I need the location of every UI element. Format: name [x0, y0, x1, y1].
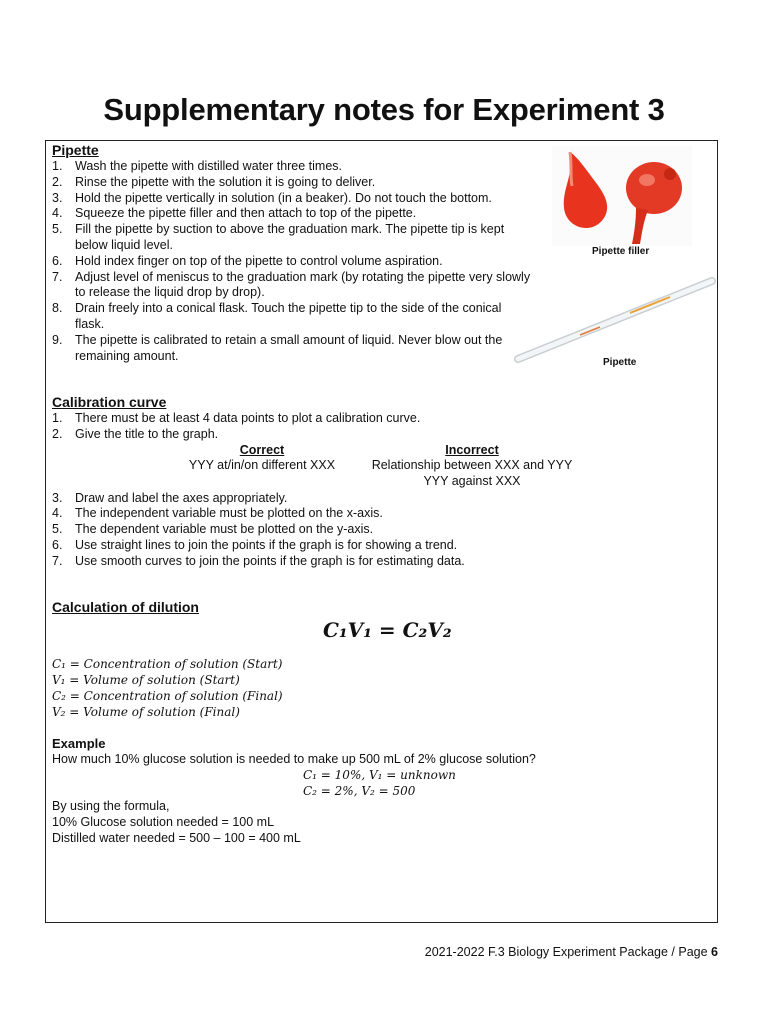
list-item: 3. Draw and label the axes appropriately.	[52, 490, 288, 505]
dilution-section	[52, 599, 199, 616]
pipette-filler-image	[552, 146, 692, 246]
calibration-steps-b	[52, 491, 692, 570]
example-heading: Example	[52, 736, 106, 751]
pipette-steps	[52, 159, 532, 364]
list-item: 6. Use straight lines to join the points if the graph is for showing a trend.	[52, 537, 458, 552]
variable-definitions	[52, 656, 283, 720]
example-eq-2: C₂ = 2%, V₂ = 500	[303, 784, 416, 798]
answer-line: 10% Glucose solution needed = 100 mL	[52, 814, 275, 829]
filler-caption: Pipette filler	[592, 246, 650, 257]
list-item: 3. Hold the pipette vertically in solution (in a beaker). Do not touch the bottom.	[52, 190, 492, 205]
calibration-steps-a	[52, 411, 692, 443]
list-item: 4. The independent variable must be plotted on the x-axis.	[52, 506, 383, 521]
pipette-caption: Pipette	[603, 357, 637, 368]
list-item: 7. Use smooth curves to join the points if the graph is for estimating data.	[52, 553, 465, 568]
list-item: 4. Squeeze the pipette filler and then attach to top of the pipette.	[52, 206, 417, 221]
list-item: 5. The dependent variable must be plotted on the y-axis.	[52, 522, 374, 537]
example-section	[52, 736, 692, 768]
pipette-heading: Pipette	[52, 142, 99, 158]
list-item: 2. Give the title to the graph.	[52, 426, 219, 441]
example-question: How much 10% glucose solution is needed to make up 500 mL of 2% glucose solution?	[52, 752, 536, 766]
pipette-section	[52, 142, 532, 364]
pipette-image	[510, 275, 720, 365]
def-c1: C₁ = Concentration of solution (Start)	[52, 657, 283, 671]
page-title: Supplementary notes for Experiment 3	[103, 92, 665, 127]
def-v1: V₁ = Volume of solution (Start)	[52, 673, 240, 687]
def-c2: C₂ = Concentration of solution (Final)	[52, 689, 283, 703]
answer-line: Distilled water needed = 500 – 100 = 400 mL	[52, 830, 301, 845]
list-item: 1. There must be at least 4 data points to plot a calibration curve.	[52, 411, 421, 425]
def-v2: V₂ = Volume of solution (Final)	[52, 705, 240, 719]
correct-heading: Correct	[239, 442, 285, 457]
footer-text: 2021-2022 F.3 Biology Experiment Package / Page	[424, 945, 712, 959]
list-item: 7. Adjust level of meniscus to the graduation mark (by rotating the pipette very slowly to release the liquid drop by drop).	[52, 269, 531, 300]
incorrect-heading: Incorrect	[445, 442, 499, 457]
incorrect-example-1: Relationship between XXX and YYY	[371, 458, 573, 473]
example-answer	[52, 799, 692, 846]
correct-column	[182, 443, 342, 475]
list-item: 1. Wash the pipette with distilled water three times.	[52, 159, 343, 173]
answer-line: By using the formula,	[52, 799, 170, 813]
list-item: 9. The pipette is calibrated to retain a small amount of liquid. Never blow out the remaining amount.	[52, 332, 503, 363]
list-item: 6. Hold index finger on top of the pipette to control volume aspiration.	[52, 253, 443, 268]
title-examples	[52, 443, 692, 491]
list-item: 8. Drain freely into a conical flask. Touch the pipette tip to the side of the conical flask.	[52, 301, 502, 331]
correct-example: YYY at/in/on different XXX	[188, 458, 336, 473]
list-item: 5. Fill the pipette by suction to above the graduation mark. The pipette tip is kept below liquid level.	[52, 222, 505, 252]
list-item: 2. Rinse the pipette with the solution it is going to deliver.	[52, 174, 376, 189]
dilution-formula: C₁V₁ = C₂V₂	[323, 618, 452, 642]
calibration-heading: Calibration curve	[52, 394, 167, 410]
page-number: 6	[711, 945, 718, 959]
dilution-heading: Calculation of dilution	[52, 599, 199, 615]
calibration-section	[52, 394, 692, 570]
example-eq-1: C₁ = 10%, V₁ = unknown	[303, 768, 456, 782]
page-footer	[425, 945, 718, 959]
incorrect-example-2: YYY against XXX	[423, 474, 521, 489]
incorrect-column	[352, 443, 592, 490]
